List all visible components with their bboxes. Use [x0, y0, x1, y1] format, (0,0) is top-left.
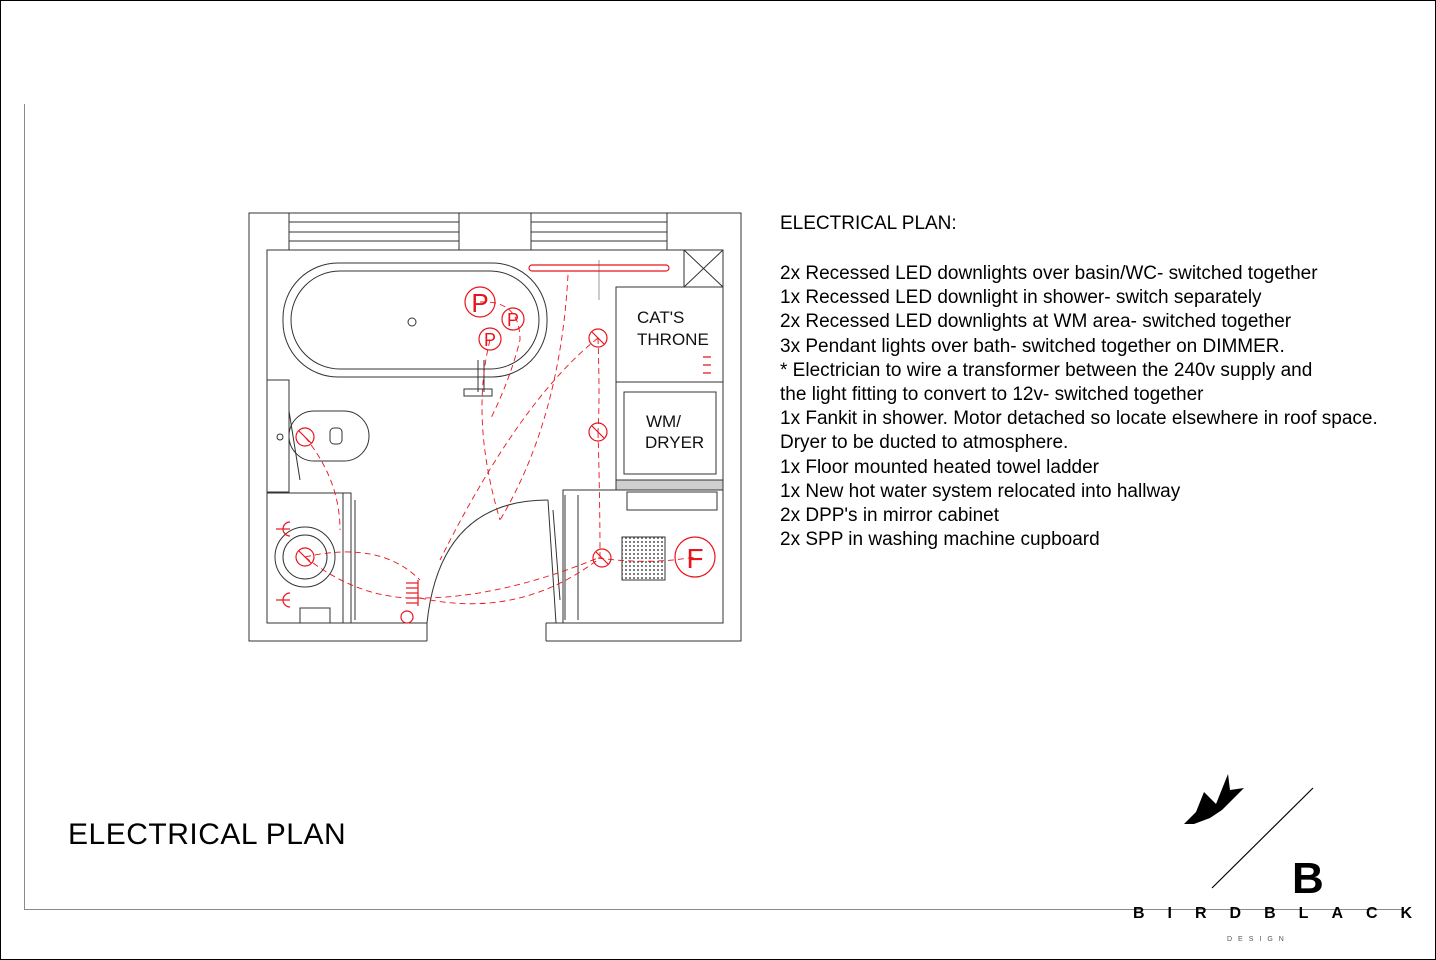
pendant-symbol-small-2: P: [483, 330, 497, 350]
room-label-wm-line1: WM/: [646, 412, 681, 431]
note-item: 2x DPP's in mirror cabinet: [780, 505, 1000, 527]
note-item: 1x New hot water system relocated into hallway: [780, 480, 1181, 502]
note-item: the light fitting to convert to 12v- switched together: [780, 384, 1204, 406]
toilet-cistern: [267, 380, 289, 492]
brand-logo: [1120, 760, 1340, 900]
hatch-band: [616, 480, 723, 490]
room-label-wm-line2: DRYER: [645, 433, 705, 452]
sheet-title: ELECTRICAL PLAN: [68, 818, 347, 851]
room-label-cats-line2: THRONE: [637, 330, 709, 349]
note-item: 2x SPP in washing machine cupboard: [780, 529, 1100, 551]
vanity: [267, 493, 343, 623]
electrical-notes: [780, 212, 1430, 552]
downlight-3: [593, 549, 611, 567]
brand-name: BIRDBLACK: [1133, 905, 1436, 922]
room-label-cats-line1: CAT'S: [637, 308, 685, 327]
note-item: 1x Recessed LED downlight in shower- switch separately: [780, 287, 1262, 309]
drain-grate: [622, 537, 665, 580]
floor-plan: [0, 0, 760, 660]
pendant-symbol-small-1: P: [506, 310, 520, 330]
note-item: 2x Recessed LED downlights at WM area- switched together: [780, 311, 1292, 333]
downlight-2: [589, 423, 607, 441]
brand-subtitle: DESIGN: [1227, 936, 1290, 943]
note-item: 1x Fankit in shower. Motor detached so locate elsewhere in roof space.: [780, 408, 1378, 430]
note-item: 3x Pendant lights over bath- switched together on DIMMER.: [780, 335, 1285, 357]
bird-icon: [1184, 774, 1244, 824]
notes-title: ELECTRICAL PLAN:: [780, 213, 957, 234]
note-item: Dryer to be ducted to atmosphere.: [780, 432, 1069, 454]
note-item: * Electrician to wire a transformer between the 240v supply and: [780, 359, 1313, 381]
switch-3: [703, 357, 711, 373]
fan-symbol: F: [686, 543, 704, 574]
note-item: 2x Recessed LED downlights over basin/WC- switched together: [780, 263, 1318, 284]
note-item: 1x Floor mounted heated towel ladder: [780, 456, 1099, 478]
downlight-4: [296, 428, 314, 446]
notes-list: [780, 262, 1430, 552]
wm-dryer-closet: [616, 382, 723, 480]
door-swing: [427, 500, 548, 623]
toilet-bowl: [289, 411, 369, 461]
heated-towel-ladder: [406, 580, 418, 606]
pendant-symbol-large: P: [471, 288, 489, 318]
logo-monogram: B: [1292, 854, 1324, 900]
downlight-5: [296, 548, 314, 566]
hot-water-outlet: [401, 611, 413, 623]
